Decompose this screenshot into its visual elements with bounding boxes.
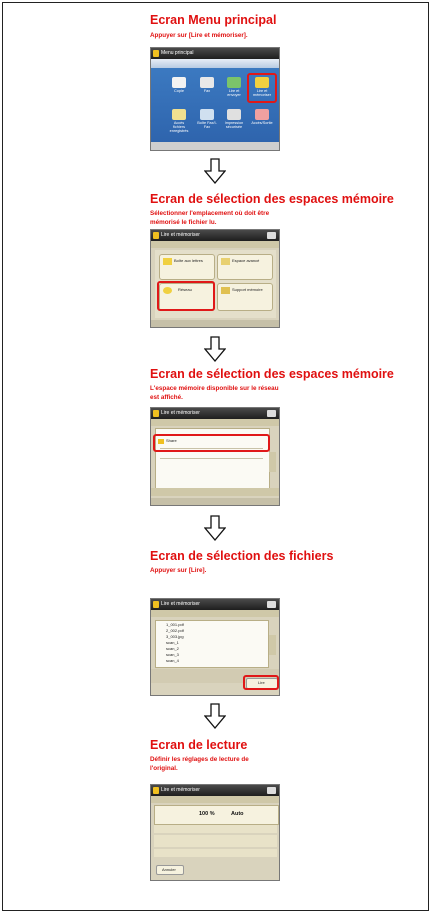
file-row-0[interactable]: 1_001.pdf: [166, 622, 184, 627]
advanced-space-icon: [221, 258, 230, 265]
tile-copy[interactable]: Copie: [168, 76, 190, 96]
tile-stored-files[interactable]: Accès fichiers enregistrés: [168, 108, 190, 128]
access-icon: [255, 109, 269, 120]
memory-media-icon: [221, 287, 230, 294]
menu-icon: [153, 50, 159, 57]
zoom-value: 100 %: [199, 811, 215, 817]
main-menu-toolbar: [151, 59, 279, 68]
mailbox-icon: [163, 258, 172, 265]
step-5-subtitle: Définir les réglages de lecture de l'original.: [150, 756, 249, 772]
network-bottombar: [151, 488, 279, 496]
file-row-5[interactable]: scan_3: [166, 652, 179, 657]
file-row-1[interactable]: 2_002.pdf: [166, 628, 184, 633]
copy-icon: [172, 77, 186, 88]
window-button[interactable]: [267, 232, 276, 239]
file-row-6[interactable]: scan_4: [166, 658, 179, 663]
file-row-2[interactable]: 3_003.jpg: [166, 634, 184, 639]
scan-send-icon: [227, 77, 241, 88]
mode-value: Auto: [231, 811, 244, 817]
step-4-subtitle: Appuyer sur [Lire].: [150, 567, 207, 574]
step-2-subtitle: Sélectionner l'emplacement où doit être mémorisé le fichier lu.: [150, 210, 270, 226]
list-scrollbar[interactable]: [269, 452, 276, 472]
network-instruction-bar: [151, 419, 279, 426]
highlight-read: [243, 675, 279, 690]
main-menu-screenshot: [150, 47, 280, 151]
tile-fax[interactable]: Fax: [196, 76, 218, 96]
read-instruction-bar: [151, 796, 279, 803]
down-arrow-icon: [204, 703, 226, 729]
tile-secure-print[interactable]: Impression sécurisée: [223, 108, 245, 128]
down-arrow-icon: [204, 515, 226, 541]
highlight-network: [157, 281, 215, 311]
storage-panel: [155, 250, 276, 318]
down-arrow-icon: [204, 336, 226, 362]
cancel-button[interactable]: Annuler: [156, 865, 184, 875]
read-settings-row-2[interactable]: [154, 835, 277, 847]
step-1-title: Ecran Menu principal: [150, 13, 277, 27]
storage-titlebar: Lire et mémoriser: [151, 230, 279, 241]
step-5-title: Ecran de lecture: [150, 738, 248, 752]
file-titlebar: Lire et mémoriser: [151, 599, 279, 610]
file-selection-screenshot: [150, 598, 280, 696]
down-arrow-icon: [204, 158, 226, 184]
option-advanced-space[interactable]: Espace avancé: [217, 254, 273, 280]
tile-access[interactable]: Accès/Sortie: [251, 108, 273, 128]
highlight-scan-store: [247, 73, 277, 103]
option-memory-media[interactable]: Support mémoire: [217, 283, 273, 311]
storage-selection-screenshot: [150, 229, 280, 328]
network-item-share[interactable]: Share: [166, 438, 177, 443]
storage-instruction-bar: [151, 241, 279, 248]
main-menu-titlebar: [151, 48, 279, 59]
stored-files-icon: [172, 109, 186, 120]
read-summary: [154, 805, 279, 825]
main-menu-title: Menu principal: [161, 50, 194, 56]
file-row-4[interactable]: scan_2: [166, 646, 179, 651]
window-button[interactable]: [267, 601, 276, 608]
step-4-title: Ecran de sélection des fichiers: [150, 549, 334, 563]
storage-statusbar: [151, 320, 279, 327]
read-settings-screenshot: [150, 784, 280, 881]
step-1-subtitle: Appuyer sur [Lire et mémoriser].: [150, 32, 248, 39]
main-menu-statusbar: [151, 142, 279, 150]
fax-inbox-icon: [200, 109, 214, 120]
file-list: [155, 620, 269, 668]
network-storage-screenshot: [150, 407, 280, 506]
option-mailbox[interactable]: Boîte aux lettres: [159, 254, 215, 280]
network-titlebar: Lire et mémoriser: [151, 408, 279, 419]
option-network[interactable]: Réseau: [159, 283, 215, 311]
read-titlebar: Lire et mémoriser: [151, 785, 279, 796]
tile-scan-send[interactable]: Lire et envoyer: [223, 76, 245, 96]
read-button[interactable]: Lire: [246, 678, 278, 689]
tile-scan-store[interactable]: Lire et mémoriser: [251, 76, 273, 96]
window-button[interactable]: [267, 410, 276, 417]
network-statusbar: [151, 498, 279, 505]
read-settings-row-3[interactable]: [154, 849, 277, 857]
highlight-share: [153, 434, 270, 452]
file-instruction-bar: [151, 610, 279, 617]
tile-fax-inbox[interactable]: Boîte Fax/I-Fax: [196, 108, 218, 128]
step-3-title: Ecran de sélection des espaces mémoire: [150, 367, 394, 381]
file-row-3[interactable]: scan_1: [166, 640, 179, 645]
step-3-subtitle: L'espace mémoire disponible sur le réseau est affiché.: [150, 385, 279, 401]
file-scrollbar[interactable]: [269, 635, 276, 655]
read-settings-row-1[interactable]: [154, 825, 277, 833]
window-button[interactable]: [267, 787, 276, 794]
secure-print-icon: [227, 109, 241, 120]
step-2-title: Ecran de sélection des espaces mémoire: [150, 192, 394, 206]
fax-icon: [200, 77, 214, 88]
